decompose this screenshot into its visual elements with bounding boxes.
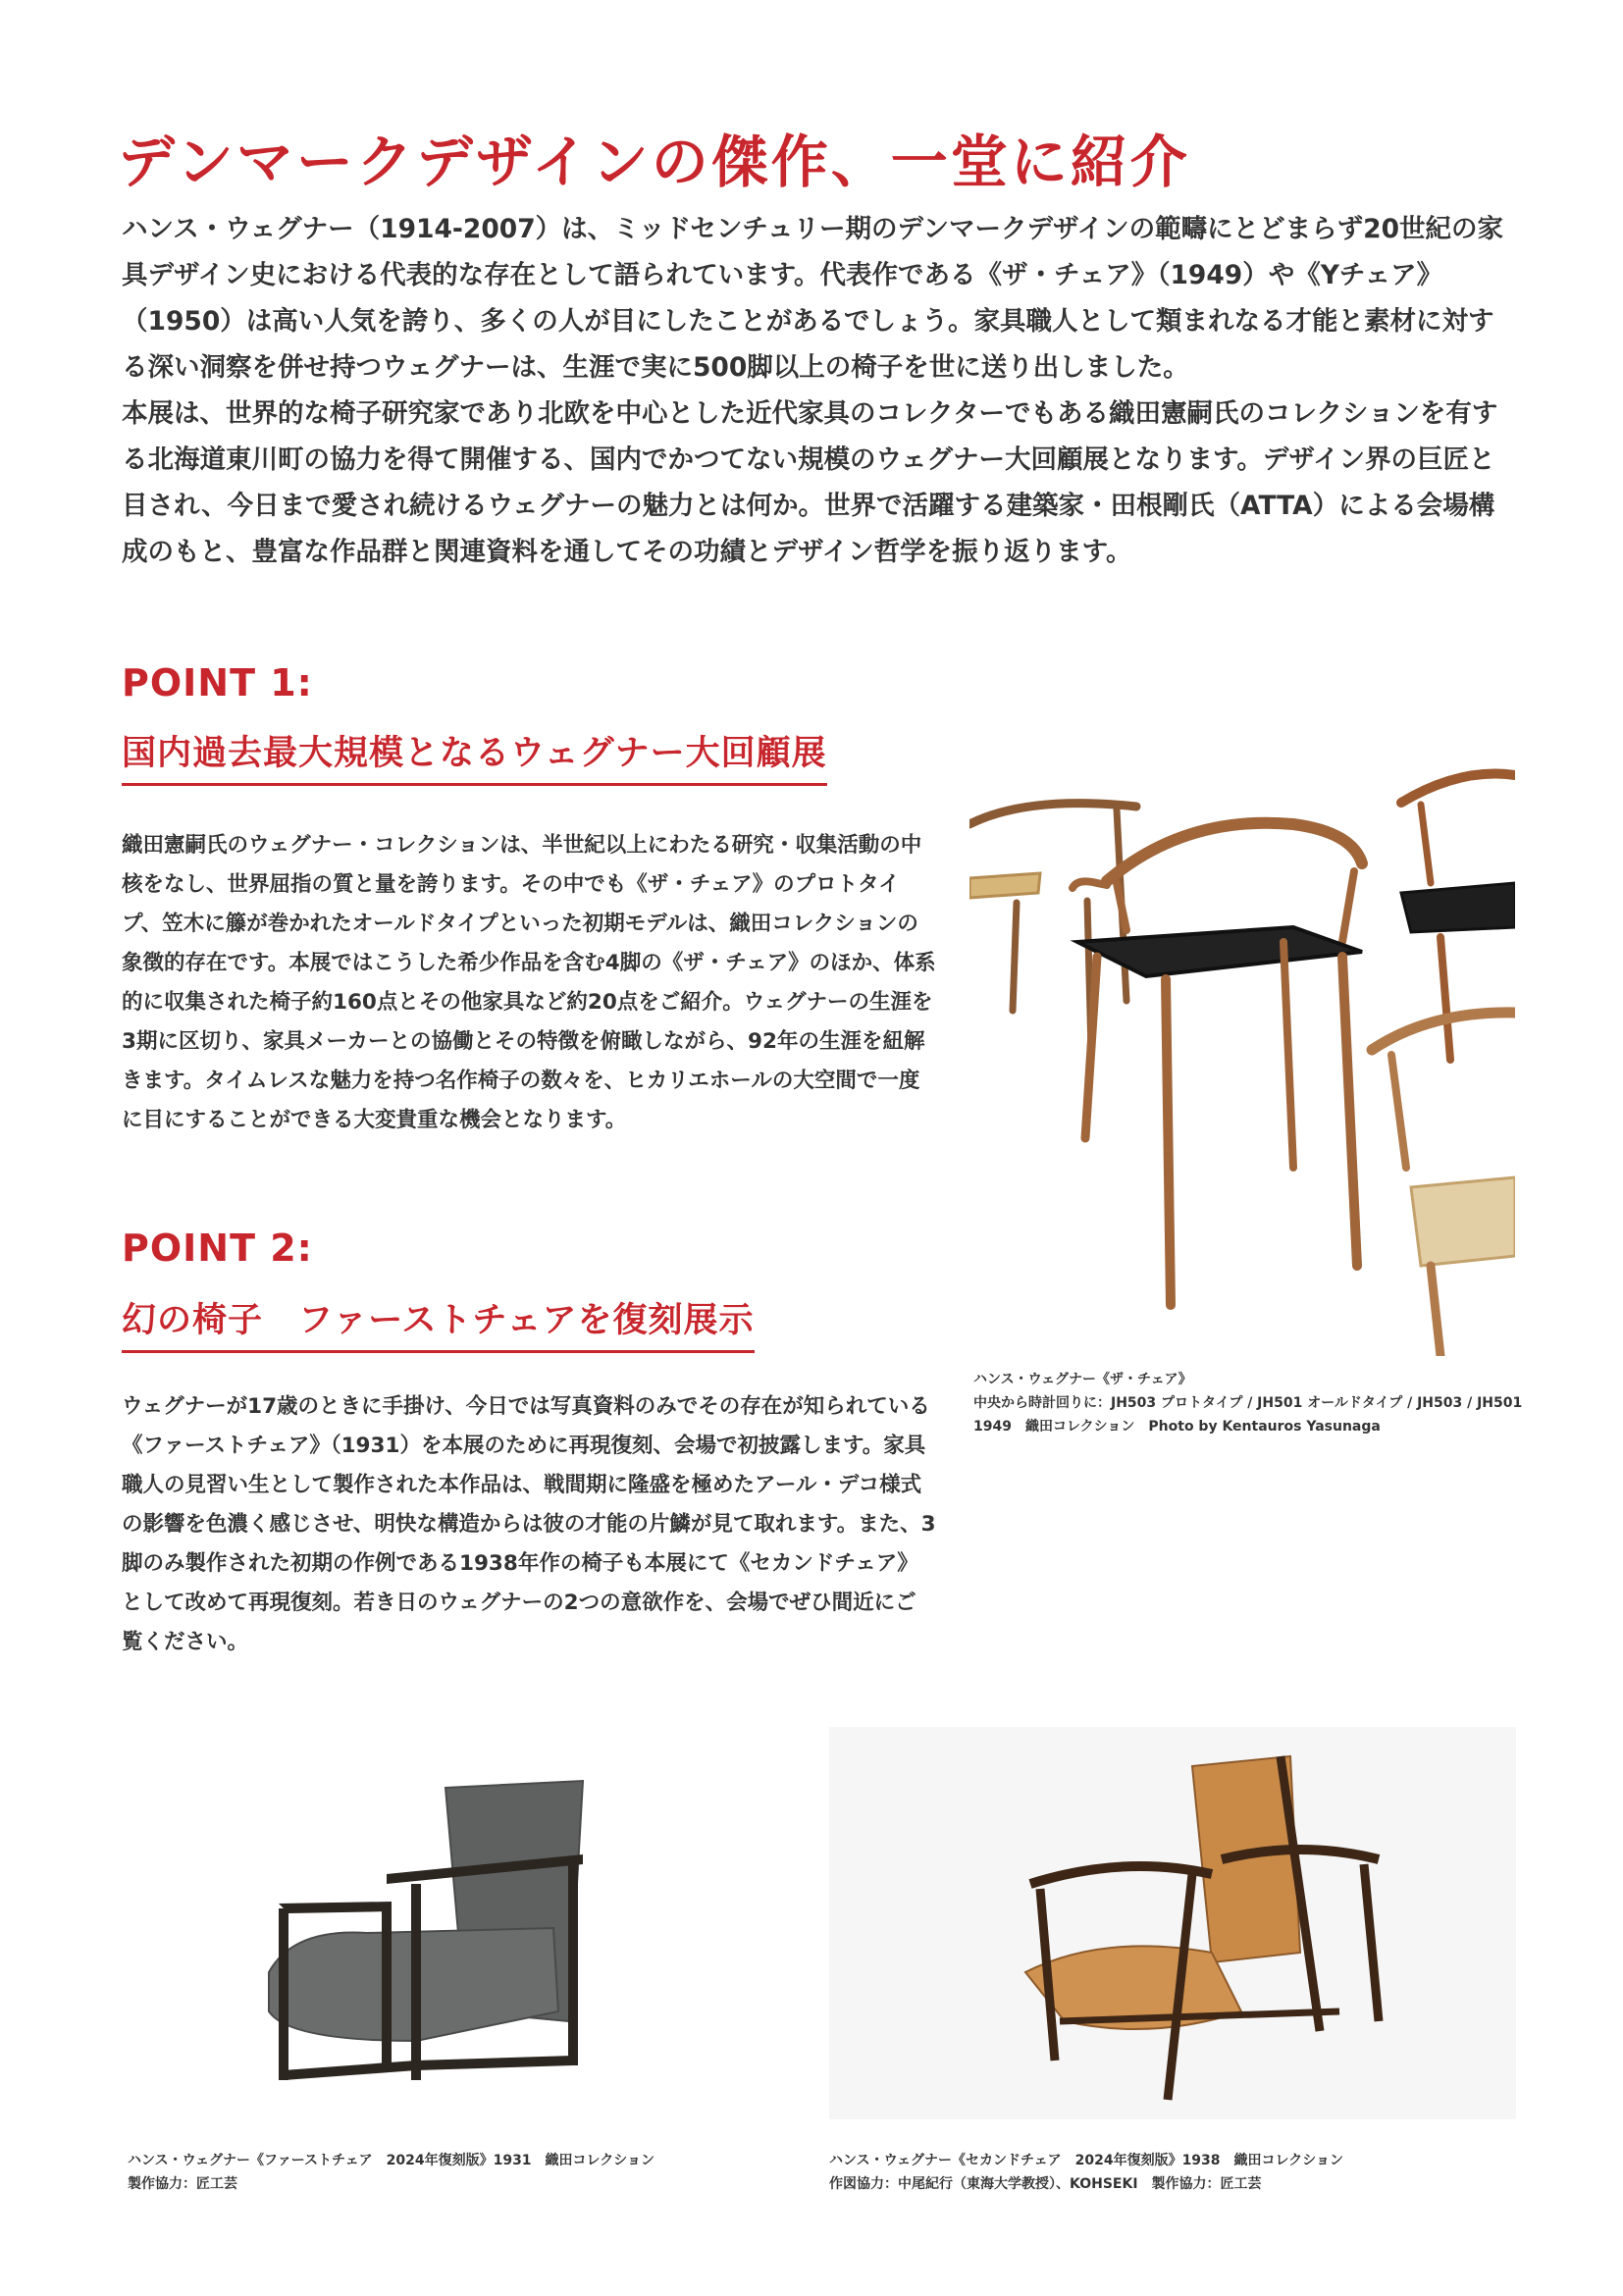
point2-title: 幻の椅子 ファーストチェアを復刻展示 [122, 1293, 755, 1353]
the-chair-caption-line1: ハンス・ウェグナー《ザ・チェア》 [973, 1372, 1192, 1387]
intro-text [122, 206, 1515, 575]
intro-paragraph-1: ハンス・ウェグナー（1914-2007）は、ミッドセンチュリー期のデンマークデザインの範疇にとどまらず20世紀の家具デザイン史における代表的な存在として語られています。代表作である《ザ・チェア》（1949）や《Yチェア》（1950）は高い人気を誇り、多くの人が目にしたことがあるでしょう。家具職人として類まれなる才能と素材に対する深い洞察を併せ持つウェグナーは、生涯で実に500脚以上の椅子を世に送り出しました。 [122, 214, 1504, 383]
point2-label: POINT 2: [122, 1226, 313, 1270]
second-chair-caption [829, 2149, 1343, 2196]
first-chair-caption [128, 2149, 654, 2196]
point1-body: 織田憲嗣氏のウェグナー・コレクションは、半世紀以上にわたる研究・収集活動の中核をなし、世界屈指の質と量を誇ります。その中でも《ザ・チェア》のプロトタイプ、笠木に籐が巻かれたオールドタイプといった初期モデルは、織田コレクションの象徴的存在です。本展ではこうした希少作品を含む4脚の《ザ・チェア》のほか、体系的に収集された椅子約160点とその他家具など約20点をご紹介。ウェグナーの生涯を3期に区切り、家具メーカーとの協働とその特徴を俯瞰しながら、92年の生涯を紐解きます。タイムレスな魅力を持つ名作椅子の数々を、ヒカリエホールの大空間で一度に目にすることができる大変貴重な機会となります。 [122, 833, 936, 1132]
first-chair-photo [122, 1727, 671, 2119]
second-chair-photo [829, 1727, 1516, 2119]
second-chair-caption-line1: ハンス・ウェグナー《セカンドチェア 2024年復刻版》1938 織田コレクション [829, 2153, 1343, 2168]
second-chair-caption-line2: 作図協力：中尾紀行（東海大学教授）、KOHSEKI 製作協力：匠工芸 [829, 2176, 1262, 2192]
first-chair-caption-line1: ハンス・ウェグナー《ファーストチェア 2024年復刻版》1931 織田コレクション [128, 2153, 654, 2168]
the-chair-caption-line3: 1949 織田コレクション Photo by Kentauros Yasunaga [973, 1419, 1381, 1435]
the-chair-caption-line2: 中央から時計回りに：JH503 プロトタイプ / JH501 オールドタイプ / JH503 / JH501 [973, 1395, 1523, 1411]
point2-body: ウェグナーが17歳のときに手掛け、今日では写真資料のみでその存在が知られている《ファーストチェア》（1931）を本展のために再現復刻、会場で初披露します。家具職人の見習い生として製作された本作品は、戦間期に隆盛を極めたアール・デコ様式の影響を色濃く感じさせ、明快な構造からは彼の才能の片鱗が見て取れます。また、3脚のみ製作された初期の作例である1938年作の椅子も本展にて《セカンドチェア》として改めて再現復刻。若き日のウェグナーの2つの意欲作を、会場でぜひ間近にご覧ください。 [122, 1394, 936, 1654]
point1-label: POINT 1: [122, 661, 313, 704]
the-chair-caption [973, 1368, 1522, 1438]
page-title: デンマークデザインの傑作、一堂に紹介 [118, 129, 1190, 195]
the-chair-photo [969, 756, 1515, 1356]
first-chair-caption-line2: 製作協力：匠工芸 [128, 2176, 237, 2192]
point1-title: 国内過去最大規模となるウェグナー大回顧展 [122, 726, 827, 786]
intro-paragraph-2: 本展は、世界的な椅子研究家であり北欧を中心とした近代家具のコレクターでもある織田憲嗣氏のコレクションを有する北海道東川町の協力を得て開催する、国内でかつてない規模のウェグナー大回顧展となります。デザイン界の巨匠と目され、今日まで愛され続けるウェグナーの魅力とは何か。世界で活躍する建築家・田根剛氏（ATTA）による会場構成のもと、豊富な作品群と関連資料を通してその功績とデザイン哲学を振り返ります。 [122, 398, 1498, 567]
